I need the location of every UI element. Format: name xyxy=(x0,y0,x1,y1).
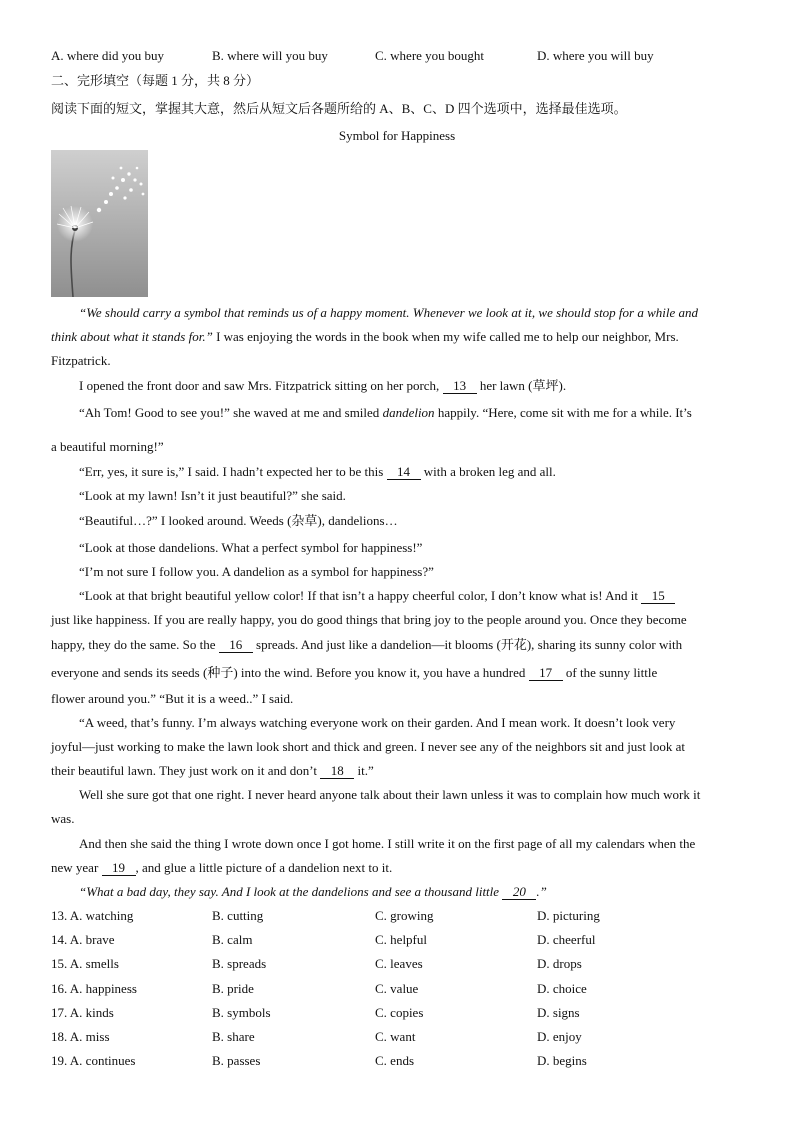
blank-14: 14 xyxy=(387,464,421,480)
passage-p1-line2-text: I was enjoying the words in the book when my wife called me to help our neighbor, Mrs. xyxy=(212,329,679,344)
q12-option-d: D. where you will buy xyxy=(537,48,654,63)
blank-15: 15 xyxy=(641,588,675,604)
q14-option-b: B. calm xyxy=(212,932,253,947)
blank-16: 16 xyxy=(219,637,253,653)
q15-option-b: B. spreads xyxy=(212,956,267,971)
passage-p9-text-a: “Look at that bright beautiful yellow color! If that isn’t a happy cheerful color, I don’t know what is! And it xyxy=(79,588,642,603)
question-14 xyxy=(51,930,751,950)
section-title: 二、完形填空（每题 1 分，共 8 分） xyxy=(51,73,260,88)
q16-option-b: B. pride xyxy=(212,981,254,996)
blank-18: 18 xyxy=(320,763,354,779)
q13-option-a: 13. A. watching xyxy=(51,908,134,923)
passage-p4-text-b: with a broken leg and all. xyxy=(420,464,556,479)
q13-option-d: D. picturing xyxy=(537,908,600,923)
q12-option-c: C. where you bought xyxy=(375,48,485,63)
passage-p8: “I’m not sure I follow you. A dandelion as a symbol for happiness?” xyxy=(79,564,434,579)
passage-p12-line1: And then she said the thing I wrote down once I got home. I still write it on the first page of all my calendars when the xyxy=(79,836,696,851)
passage-p10-line1: “A weed, that’s funny. I’m always watching everyone work on their garden. And I mean work. It doesn’t look very xyxy=(79,715,676,730)
q19-option-b: B. passes xyxy=(212,1053,261,1068)
quote-text-a: “What a bad day, they say. And I look at the dandelions and see a thousand little xyxy=(79,884,503,899)
passage-p2-text-a: I opened the front door and saw Mrs. Fitzpatrick sitting on her porch, xyxy=(79,378,443,393)
q16-option-d: D. choice xyxy=(537,981,587,996)
question-13 xyxy=(51,906,751,926)
passage-p3-line2: a beautiful morning!” xyxy=(51,439,164,454)
passage-title: Symbol for Happiness xyxy=(338,128,456,143)
passage-p10-text-a: their beautiful lawn. They just work on it and don’t xyxy=(51,763,321,778)
q15-option-d: D. drops xyxy=(537,956,582,971)
passage-p1-line3: Fitzpatrick. xyxy=(51,353,111,368)
q14-option-d: D. cheerful xyxy=(537,932,596,947)
q12-option-a: A. where did you buy xyxy=(51,48,165,63)
q14-option-c: C. helpful xyxy=(375,932,427,947)
q12-option-b: B. where will you buy xyxy=(212,48,328,63)
passage-p3-text-b: happily. “Here, come sit with me for a while. It’s xyxy=(434,405,692,420)
passage-p4-text-a: “Err, yes, it sure is,” I said. I hadn’t expected her to be this xyxy=(79,464,387,479)
q16-option-a: 16. A. happiness xyxy=(51,981,137,996)
passage-p12-line2 xyxy=(51,858,751,878)
q17-option-d: D. signs xyxy=(537,1005,580,1020)
q12-options xyxy=(51,46,751,66)
word-dandelion: dandelion xyxy=(382,405,435,420)
q19-option-c: C. ends xyxy=(375,1053,414,1068)
q13-option-b: B. cutting xyxy=(212,908,264,923)
passage-p2 xyxy=(79,376,751,396)
blank-20: 20 xyxy=(502,884,536,900)
q19-option-a: 19. A. continues xyxy=(51,1053,136,1068)
passage-p5: “Look at my lawn! Isn’t it just beautiful?” she said. xyxy=(79,488,346,503)
q18-option-c: C. want xyxy=(375,1029,416,1044)
q17-option-c: C. copies xyxy=(375,1005,424,1020)
question-16 xyxy=(51,979,751,999)
dandelion-photo xyxy=(51,150,148,297)
q17-option-a: 17. A. kinds xyxy=(51,1005,114,1020)
question-19 xyxy=(51,1051,751,1071)
question-15 xyxy=(51,954,751,974)
passage-p3-text-a: “Ah Tom! Good to see you!” she waved at me and smiled xyxy=(79,405,383,420)
passage-p4 xyxy=(79,462,751,482)
q18-option-b: B. share xyxy=(212,1029,255,1044)
passage-p9-line4 xyxy=(51,663,751,683)
blank-17: 17 xyxy=(529,665,563,681)
q16-option-c: C. value xyxy=(375,981,419,996)
passage-p10-line3 xyxy=(51,761,751,781)
passage-p6: “Beautiful…?” I looked around. Weeds (杂草), dandelions… xyxy=(79,513,398,528)
passage-p2-text-b: her lawn (草坪). xyxy=(476,378,567,393)
passage-p9-text-d: everyone and sends its seeds (种子) into the wind. Before you know it, you have a hundred xyxy=(51,665,529,680)
q17-option-b: B. symbols xyxy=(212,1005,271,1020)
q19-option-d: D. begins xyxy=(537,1053,587,1068)
passage-p9-line1 xyxy=(79,586,751,606)
passage-p9-line2: just like happiness. If you are really happy, you do good things that bring joy to the people around you. Once they become xyxy=(51,612,687,627)
passage-p12-text-a: new year xyxy=(51,860,102,875)
passage-p1-line1: “We should carry a symbol that reminds us of a happy moment. Whenever we look at it, we should stop for a while and xyxy=(79,305,699,320)
blank-13: 13 xyxy=(443,378,477,394)
passage-p9-text-e: of the sunny little xyxy=(562,665,658,680)
q14-option-a: 14. A. brave xyxy=(51,932,115,947)
q18-option-d: D. enjoy xyxy=(537,1029,582,1044)
question-17 xyxy=(51,1003,751,1023)
passage-p10-line2: joyful—just working to make the lawn look short and thick and green. I never see any of the neighbors sit and just look at xyxy=(51,739,685,754)
passage-p12-text-b: , and glue a little picture of a dandelion next to it. xyxy=(135,860,393,875)
q13-option-c: C. growing xyxy=(375,908,434,923)
q15-option-a: 15. A. smells xyxy=(51,956,119,971)
passage-p9-line5: flower around you.” “But it is a weed..” I said. xyxy=(51,691,294,706)
passage-p10-text-b: it.” xyxy=(354,763,374,778)
passage-p1-quote-end: think about what it stands for.” xyxy=(51,329,213,344)
section-instruction: 阅读下面的短文，掌握其大意，然后从短文后各题所给的 A、B、C、D 四个选项中，选择最佳选项。 xyxy=(51,101,627,116)
passage-p9-text-b: happy, they do the same. So the xyxy=(51,637,219,652)
passage-p1-line2 xyxy=(51,327,751,347)
passage-p3-line1 xyxy=(79,403,751,423)
passage-p7: “Look at those dandelions. What a perfect symbol for happiness!” xyxy=(79,540,423,555)
quote-text-b: .” xyxy=(536,884,547,899)
passage-p11-line1: Well she sure got that one right. I never heard anyone talk about their lawn unless it was to complain how much work it xyxy=(79,787,701,802)
q15-option-c: C. leaves xyxy=(375,956,423,971)
passage-p11-line2: was. xyxy=(51,811,75,826)
passage-p9-text-c: spreads. And just like a dandelion—it blooms (开花), sharing its sunny color with xyxy=(252,637,683,652)
blank-19: 19 xyxy=(102,860,136,876)
passage-p9-line3 xyxy=(51,635,751,655)
question-18 xyxy=(51,1027,751,1047)
q18-option-a: 18. A. miss xyxy=(51,1029,110,1044)
passage-quote xyxy=(79,882,751,902)
